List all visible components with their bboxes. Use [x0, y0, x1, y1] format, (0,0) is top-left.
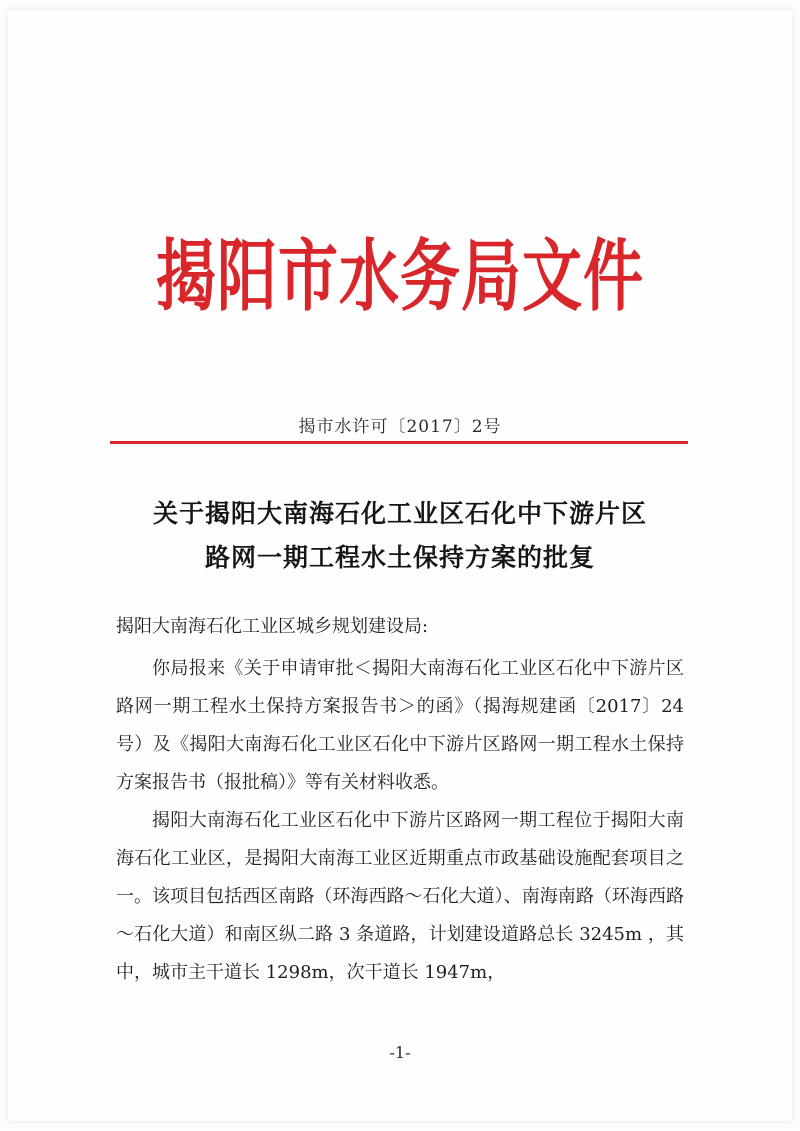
document-number: 揭市水许可〔2017〕2号 [298, 417, 502, 437]
issuer-title: 揭阳市水务局文件 [156, 231, 644, 323]
body-paragraph-1: 你局报来《关于申请审批＜揭阳大南海石化工业区石化中下游片区路网一期工程水土保持方案报告书＞的函》（揭海规建函〔2017〕24 号）及《揭阳大南海石化工业区石化中下游片区路网一期工程水土保持方案报告书（报批稿）》等有关材料收悉。 [116, 658, 684, 793]
document-body [116, 650, 684, 992]
red-divider-line [110, 441, 688, 444]
document-title [60, 492, 740, 580]
page-number: -1- [389, 1043, 411, 1062]
title-line-2: 路网一期工程水土保持方案的批复 [204, 543, 595, 572]
addressee: 揭阳大南海石化工业区城乡规划建设局: [116, 616, 429, 637]
body-paragraph-2: 揭阳大南海石化工业区石化中下游片区路网一期工程位于揭阳大南海石化工业区，是揭阳大南海工业区近期重点市政基础设施配套项目之一。该项目包括西区南路（环海西路～石化大道）、南海南路（环海西路～石化大道）和南区纵二路 3 条道路，计划建设道路总长 3245m ，其中，城市主干道长 1298m，次干道长 1947m， [116, 810, 684, 983]
title-line-1: 关于揭阳大南海石化工业区石化中下游片区 [152, 499, 647, 528]
